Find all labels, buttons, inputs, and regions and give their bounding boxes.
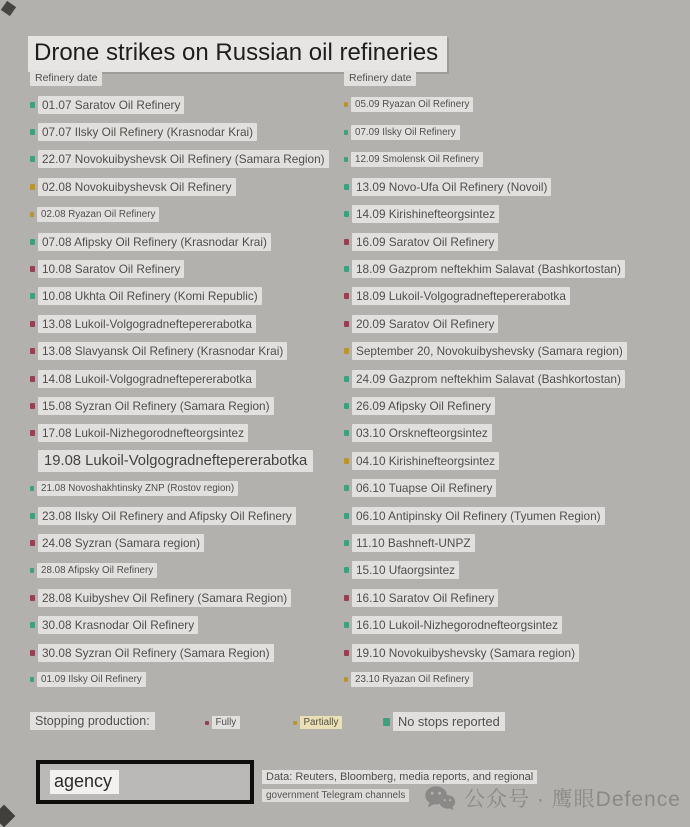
partially-bullet-icon [293, 721, 297, 725]
refinery-entry-label: 02.08 Ryazan Oil Refinery [37, 207, 159, 222]
list-item [30, 392, 329, 419]
status-bullet-icon [344, 485, 349, 491]
list-item [30, 173, 329, 200]
list-item [30, 146, 329, 173]
refinery-entry-label: 04.10 Kirishinefteorgsintez [352, 452, 499, 470]
status-bullet-icon [344, 376, 349, 382]
status-bullet-icon [344, 677, 348, 682]
source-line: Data: Reuters, Bloomberg, media reports, and regional [262, 770, 537, 784]
refinery-entries [344, 91, 627, 694]
refinery-entry-label: 01.07 Saratov Oil Refinery [38, 96, 184, 114]
list-item [30, 447, 329, 474]
list-item [344, 666, 627, 693]
refinery-entry-label: 02.08 Novokuibyshevsk Oil Refinery [38, 178, 236, 196]
list-item [30, 310, 329, 337]
column-header: Refinery date [30, 70, 102, 86]
refinery-entry-label: 30.08 Syzran Oil Refinery (Samara Region) [38, 644, 274, 662]
refinery-entry-label: 23.08 Ilsky Oil Refinery and Afipsky Oil Refinery [38, 507, 296, 525]
list-item [344, 447, 627, 474]
list-item [30, 91, 329, 118]
status-bullet-icon [30, 293, 35, 299]
status-bullet-icon [344, 157, 348, 162]
status-bullet-icon [30, 376, 35, 382]
refinery-entry-label: 11.10 Bashneft-UNPZ [352, 534, 475, 552]
refinery-entry-label: 24.09 Gazprom neftekhim Salavat (Bashkortostan) [352, 370, 625, 388]
status-bullet-icon [30, 403, 35, 409]
list-item [30, 228, 329, 255]
agency-label: agency [50, 770, 119, 794]
status-bullet-icon [344, 348, 349, 354]
refinery-entry-label: 22.07 Novokuibyshevsk Oil Refinery (Samara Region) [38, 150, 329, 168]
status-bullet-icon [344, 650, 349, 656]
list-item [30, 365, 329, 392]
refinery-entry-label: 06.10 Antipinsky Oil Refinery (Tyumen Region) [352, 507, 605, 525]
status-bullet-icon [344, 211, 349, 217]
list-item [30, 666, 329, 693]
list-item [30, 283, 329, 310]
refinery-entry-label: 15.08 Syzran Oil Refinery (Samara Region) [38, 397, 274, 415]
list-item [30, 474, 329, 501]
status-bullet-icon [30, 321, 35, 327]
legend-item-fully [205, 716, 240, 729]
legend-title: Stopping production: [30, 712, 155, 730]
watermark-text: 公众号 · 鹰眼Defence [464, 788, 681, 811]
agency-box [36, 760, 254, 804]
list-item [30, 529, 329, 556]
list-item [344, 502, 627, 529]
refinery-entry-label: 14.08 Lukoil-Volgogradneftepererabotka [38, 370, 256, 388]
status-bullet-icon [30, 540, 35, 546]
source-line: government Telegram channels [262, 789, 409, 802]
list-item [344, 173, 627, 200]
list-item [344, 529, 627, 556]
list-item [30, 502, 329, 529]
status-bullet-icon [344, 102, 348, 107]
refinery-entry-label: 30.08 Krasnodar Oil Refinery [38, 616, 198, 634]
status-bullet-icon [344, 266, 349, 272]
list-item [30, 420, 329, 447]
column-header: Refinery date [344, 70, 416, 86]
list-item [344, 310, 627, 337]
legend-item-no-stops [383, 712, 505, 731]
list-item [30, 639, 329, 666]
status-bullet-icon [344, 513, 349, 519]
list-item [344, 146, 627, 173]
status-bullet-icon [30, 595, 35, 601]
status-bullet-icon [30, 513, 35, 519]
status-bullet-icon [30, 650, 35, 656]
list-item [344, 365, 627, 392]
refinery-entry-label: 14.09 Kirishinefteorgsintez [352, 205, 499, 223]
refinery-entry-label: 07.08 Afipsky Oil Refinery (Krasnodar Krai) [38, 233, 271, 251]
list-item [344, 228, 627, 255]
list-item [30, 255, 329, 282]
refinery-entry-label: 06.10 Tuapse Oil Refinery [352, 479, 496, 497]
list-item [30, 584, 329, 611]
refinery-entry-label: 07.09 Ilsky Oil Refinery [351, 125, 460, 140]
legend [0, 710, 690, 734]
refinery-entry-label: 18.09 Gazprom neftekhim Salavat (Bashkortostan) [352, 260, 625, 278]
refinery-entries [30, 91, 329, 694]
status-bullet-icon [344, 622, 349, 628]
refinery-entry-label: 28.08 Afipsky Oil Refinery [37, 563, 157, 578]
list-item [344, 611, 627, 638]
status-bullet-icon [344, 321, 349, 327]
status-bullet-icon [30, 184, 35, 190]
refinery-entry-label: 16.10 Lukoil-Nizhegorodnefteorgsintez [352, 616, 562, 634]
refinery-entry-label: 07.07 Ilsky Oil Refinery (Krasnodar Krai) [38, 123, 257, 141]
refinery-entry-label: 13.09 Novo-Ufa Oil Refinery (Novoil) [352, 178, 551, 196]
refinery-entry-label: 13.08 Slavyansk Oil Refinery (Krasnodar Krai) [38, 342, 287, 360]
status-bullet-icon [30, 102, 35, 108]
refinery-entry-label: 05.09 Ryazan Oil Refinery [351, 97, 473, 112]
photo-artifact-mark [1, 1, 16, 16]
list-item [344, 584, 627, 611]
status-bullet-icon [344, 567, 349, 573]
status-bullet-icon [344, 184, 349, 190]
photo-artifact-mark [0, 805, 15, 827]
wechat-icon [424, 785, 456, 811]
list-item [344, 557, 627, 584]
refinery-entry-label: 21.08 Novoshakhtinsky ZNP (Rostov region) [37, 481, 238, 496]
status-bullet-icon [30, 348, 35, 354]
status-bullet-icon [30, 622, 35, 628]
status-bullet-icon [30, 266, 35, 272]
list-item [344, 392, 627, 419]
refinery-entry-label: 19.08 Lukoil-Volgogradneftepererabotka [38, 450, 313, 472]
watermark [424, 783, 681, 813]
status-bullet-icon [344, 403, 349, 409]
status-bullet-icon [344, 430, 349, 436]
list-item [30, 557, 329, 584]
refinery-list-column-left [30, 68, 329, 694]
refinery-entry-label: 16.09 Saratov Oil Refinery [352, 233, 498, 251]
refinery-entry-label: 18.09 Lukoil-Volgogradneftepererabotka [352, 287, 570, 305]
legend-item-label: Fully [212, 716, 241, 729]
list-item [344, 118, 627, 145]
refinery-entry-label: 24.08 Syzran (Samara region) [38, 534, 204, 552]
list-item [344, 338, 627, 365]
refinery-entry-label: 03.10 Orsknefteorgsintez [352, 424, 492, 442]
status-bullet-icon [30, 430, 35, 436]
refinery-entry-label: September 20, Novokuibyshevsky (Samara region) [352, 342, 627, 360]
status-bullet-icon [30, 486, 34, 491]
list-item [30, 118, 329, 145]
list-item [344, 255, 627, 282]
list-item [344, 201, 627, 228]
refinery-entry-label: 20.09 Saratov Oil Refinery [352, 315, 498, 333]
refinery-entry-label: 10.08 Saratov Oil Refinery [38, 260, 184, 278]
refinery-entry-label: 23.10 Ryazan Oil Refinery [351, 672, 473, 687]
refinery-entry-label: 17.08 Lukoil-Nizhegorodnefteorgsintez [38, 424, 248, 442]
list-item [344, 639, 627, 666]
refinery-entry-label: 10.08 Ukhta Oil Refinery (Komi Republic) [38, 287, 262, 305]
status-bullet-icon [30, 129, 35, 135]
refinery-entry-label: 28.08 Kuibyshev Oil Refinery (Samara Region) [38, 589, 291, 607]
status-bullet-icon [344, 293, 349, 299]
status-bullet-icon [344, 239, 349, 245]
refinery-entry-label: 26.09 Afipsky Oil Refinery [352, 397, 495, 415]
fully-bullet-icon [205, 721, 209, 725]
status-bullet-icon [30, 239, 35, 245]
list-item [30, 338, 329, 365]
refinery-entry-label: 13.08 Lukoil-Volgogradneftepererabotka [38, 315, 256, 333]
legend-item-label: No stops reported [393, 712, 505, 731]
status-bullet-icon [30, 568, 34, 573]
refinery-entry-label: 16.10 Saratov Oil Refinery [352, 589, 498, 607]
list-item [30, 611, 329, 638]
legend-item-label: Partially [300, 716, 343, 729]
status-bullet-icon [344, 595, 349, 601]
list-item [344, 91, 627, 118]
refinery-entry-label: 12.09 Smolensk Oil Refinery [351, 152, 483, 167]
status-bullet-icon [344, 458, 349, 464]
refinery-list-column-right [344, 68, 627, 694]
refinery-entry-label: 01.09 Ilsky Oil Refinery [37, 672, 146, 687]
list-item [344, 474, 627, 501]
status-bullet-icon [30, 677, 34, 682]
no-stops-bullet-icon [383, 718, 390, 726]
refinery-entry-label: 15.10 Ufaorgsintez [352, 561, 459, 579]
page-title: Drone strikes on Russian oil refineries [28, 36, 447, 72]
status-bullet-icon [344, 540, 349, 546]
status-bullet-icon [344, 130, 348, 135]
refinery-entry-label: 19.10 Novokuibyshevsky (Samara region) [352, 644, 579, 662]
list-item [344, 283, 627, 310]
list-item [344, 420, 627, 447]
legend-item-partially [293, 716, 342, 729]
list-item [30, 201, 329, 228]
status-bullet-icon [30, 212, 34, 217]
status-bullet-icon [30, 156, 35, 162]
